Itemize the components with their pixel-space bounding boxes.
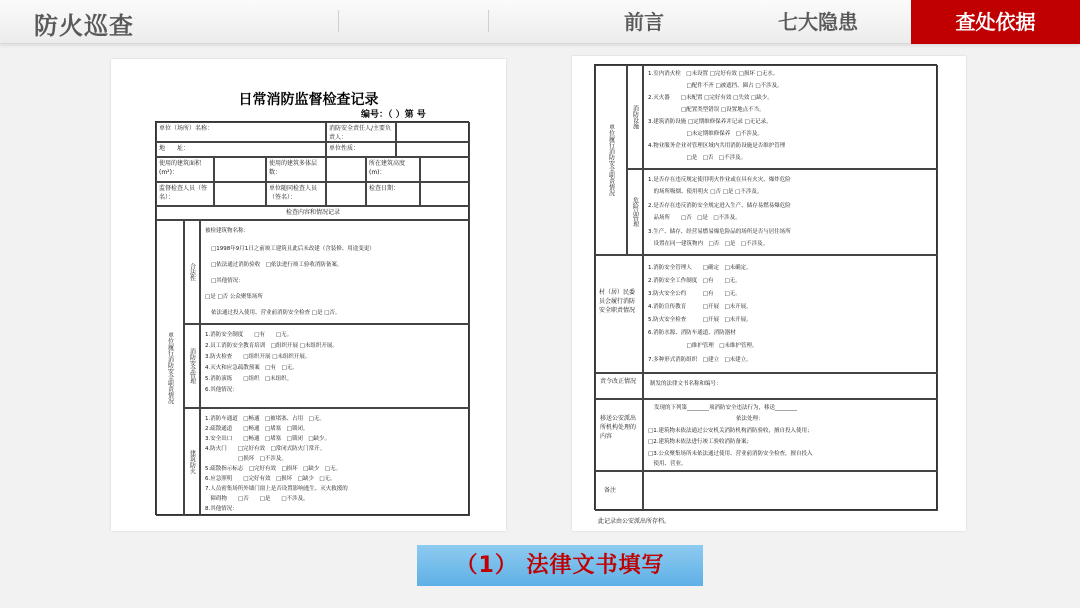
- text-line: □2.建筑物未依法进行竣工验收消防备案；: [648, 439, 752, 445]
- blank-cell: [326, 157, 366, 182]
- text-line: 3.生产、储存、经营易燃易爆危险品的场所是否与居住场所: [648, 229, 791, 235]
- safety-management-content: [200, 324, 470, 408]
- text-line: 8.其他情况：: [205, 506, 238, 512]
- text-line: 6.消防水源、消防车通道、消防器材: [648, 330, 736, 336]
- text-line: 依法通过投入使用、营业前消防安全检查 □是 □否。: [211, 310, 341, 316]
- text-line: □是 □否 □不涉及。: [648, 155, 747, 161]
- text-line: □是 □否 公众聚集场所: [205, 294, 263, 300]
- document-number: 编号：（ ）第 号: [361, 110, 426, 120]
- text-line: 1.消防车通道 □畅通 □被堵塞、占用 □无。: [205, 416, 325, 422]
- text-line: 使用、营业。: [648, 461, 687, 467]
- text-line: □其他情况：: [211, 278, 244, 284]
- floors-cell: 使用的建筑多体层数：: [266, 157, 326, 182]
- text-line: 7.多种形式消防组织 □建立 □未建立。: [648, 357, 752, 363]
- inspector-cell: 监督检查人员（签名）：: [156, 182, 214, 206]
- text-line: 3.安全出口 □畅通 □堵塞 □锁闭 □缺少。: [205, 436, 331, 442]
- text-line: □损坏 □不涉及。: [205, 456, 287, 462]
- text-line: 2.员工消防安全教育培训 □组织开展 □未组织开展。: [205, 343, 338, 349]
- text-line: 1.消防安全管理人 □确定 □未确定。: [648, 265, 752, 271]
- blank-cell: [420, 157, 470, 182]
- archive-note: 此记录由公安派出所存档。: [598, 518, 671, 525]
- text-line: □未定期维修保养 □不涉及。: [648, 131, 763, 137]
- legality-content: [200, 220, 470, 324]
- nav-tab-enforcement-basis[interactable]: 查处依据: [911, 0, 1080, 44]
- text-line: 品场所 □否 □是 □不涉及。: [648, 215, 741, 221]
- side-label: 单位履行消防安全职责情况: [595, 65, 627, 255]
- text-line: 的场所吸烟、使用明火 □否 □是 □不涉及。: [648, 189, 763, 195]
- text-line: 4.消防宣传教育 □开展 □未开展。: [648, 304, 752, 310]
- text-line: 6.其他情况：: [205, 387, 238, 393]
- village-committee-content: [643, 255, 938, 373]
- address-cell: 地 址：: [156, 142, 326, 157]
- remarks-content: [643, 471, 938, 511]
- order-correction-label: 责令改正情况: [595, 373, 643, 399]
- record-table: [155, 121, 469, 515]
- blank-cell: [396, 122, 470, 142]
- text-line: 3.建筑消防设施 □定期维修保养并记录 □无记录。: [648, 119, 772, 125]
- text-line: 3.防火安全公约 □有 □无。: [648, 291, 741, 297]
- text-line: 1.是否存在违反规定使用明火作业或在具有火灾、爆炸危险: [648, 177, 791, 183]
- remarks-label: 备注: [595, 471, 643, 511]
- blank-cell: [420, 182, 470, 206]
- text-line: 4.灭火和应急疏散预案 □有 □无。: [205, 365, 298, 371]
- record-table: [594, 64, 937, 510]
- text-line: 2.疏散通道 □畅通 □堵塞 □锁闭。: [205, 426, 309, 432]
- text-line: 2.消防安全工作制度 □有 □无。: [648, 278, 741, 284]
- text-line: 依法处理：: [648, 416, 764, 422]
- floor-area-cell: 使用的建筑面积(m²)：: [156, 157, 214, 182]
- nav-tab-preface[interactable]: 前言: [624, 10, 664, 34]
- accompanying-staff-cell: 单位随同检查人员（签名）：: [266, 182, 326, 206]
- section-header: 检查内容和情况记录: [156, 206, 470, 220]
- text-line: 制发的法律文书名称和编号：: [650, 381, 722, 387]
- unit-name-cell: 单位（场所）名称：: [156, 122, 326, 142]
- text-line: 5.疏散指示标志 □完好有效 □损坏 □缺少 □无。: [205, 466, 342, 472]
- text-line: 障碍物 □否 □是 □不涉及。: [205, 496, 309, 502]
- text-line: 5.消防演练 □组织 □未组织。: [205, 376, 293, 382]
- text-line: 5.防火安全检查 □开展 □未开展。: [648, 317, 752, 323]
- text-line: 1.消防安全制度 □有 □无。: [205, 332, 293, 338]
- transfer-content: [643, 399, 938, 471]
- responsible-person-cell: 消防安全责任人/主要负责人：: [326, 122, 396, 142]
- fire-facilities-label: 消防设施: [627, 65, 643, 169]
- text-line: □配置类型错误 □设置地点不当。: [648, 107, 765, 113]
- transfer-label: 移送公安派出所机构处理的内容: [595, 399, 643, 471]
- text-line: 设置在同一建筑物内 □否 □是 □不涉及。: [648, 241, 769, 247]
- text-line: 发现的下列第________项消防安全违法行为，移送________: [654, 405, 798, 411]
- inspection-date-cell: 检查日期：: [366, 182, 420, 206]
- document-title: 日常消防监督检查记录: [238, 92, 379, 108]
- text-line: 1.室内消火栓 □未设置 □完好有效 □损坏 □无水。: [648, 71, 779, 77]
- village-committee-label: 村（居）民委员会履行消防安全职责情况: [595, 255, 643, 373]
- text-line: 被检建筑物名称：: [205, 228, 250, 234]
- text-line: 4.防火门 □完好有效 □常闭式防火门常开。: [205, 446, 326, 452]
- side-label: 单位履行消防安全职责情况: [156, 220, 184, 516]
- building-height-cell: 所在建筑高度(m)：: [366, 157, 420, 182]
- header-divider: [488, 10, 489, 32]
- header-divider: [338, 10, 339, 32]
- text-line: 2.是否存在违反消防安全规定进入生产、储存易燃易爆危险: [648, 203, 791, 209]
- text-line: 7.人员密集场所外墙门窗上是否设置影响逃生、灭火救援的: [205, 486, 348, 492]
- text-line: 6.应急照明 □完好有效 □损坏 □缺少 □无。: [205, 476, 336, 482]
- top-header-bar: [0, 0, 1080, 44]
- inspection-record-page-1: [111, 59, 506, 531]
- building-fire-content: [200, 408, 470, 516]
- text-line: 2.灭火器 □未配置 □完好有效 □失效 □缺少。: [648, 95, 773, 101]
- hazardous-goods-label: 危险品管理: [627, 169, 643, 255]
- blank-cell: [396, 142, 470, 157]
- caption-banner: （1） 法律文书填写: [417, 545, 703, 586]
- text-line: □依法通过消防验收 □依法进行竣工验收消防备案。: [211, 262, 343, 268]
- unit-nature-cell: 单位性质：: [326, 142, 396, 157]
- text-line: □1.建筑物未依法通过公安机关消防机构消防验收，擅自投入使用；: [648, 428, 813, 434]
- text-line: 4.物业服务企业对管理区域内共用消防设施是否维护管理: [648, 143, 786, 149]
- blank-cell: [214, 157, 266, 182]
- text-line: □1998年9月1日之前竣工建筑且此后未改建（含装修、用途变更）: [211, 246, 375, 252]
- nav-tab-seven-hazards[interactable]: 七大隐患: [778, 10, 858, 34]
- text-line: □3.公众聚集场所未依法通过使用、营业前消防安全检查，擅自投入: [648, 451, 813, 457]
- legality-label: 合法性: [184, 220, 200, 324]
- page-title: 防火巡查: [34, 12, 134, 40]
- inspection-record-page-2: [572, 56, 966, 531]
- fire-facilities-content: [643, 65, 938, 169]
- text-line: □配件不齐 □被遮挡、圈占 □不涉及。: [648, 83, 783, 89]
- building-fire-label: 建筑防火: [184, 408, 200, 516]
- blank-cell: [326, 182, 366, 206]
- text-line: 3.防火检查 □组织开展 □未组织开展。: [205, 354, 311, 360]
- hazardous-goods-content: [643, 169, 938, 255]
- order-correction-content: [643, 373, 938, 399]
- blank-cell: [214, 182, 266, 206]
- text-line: □维护管理 □未维护管理。: [648, 343, 758, 349]
- safety-management-label: 消防安全管理: [184, 324, 200, 408]
